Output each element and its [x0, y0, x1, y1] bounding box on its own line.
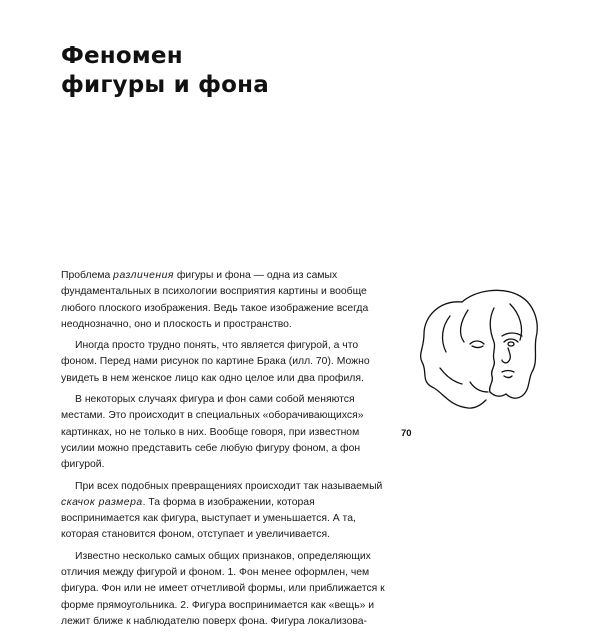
body-text	[61, 268, 394, 635]
title-line-2: фигуры и фона	[61, 72, 269, 98]
paragraph-2: Иногда просто трудно понять, что является фигурой, а что фоном. Перед нами рисунок по картине Брака (илл. 70). Можно увидеть в нем женское лицо как одно целое или два профиля.	[61, 340, 370, 384]
face-illustration	[410, 282, 550, 422]
page-title	[61, 42, 269, 100]
emphasis-term: скачок размера	[61, 496, 143, 508]
paragraph-3: В некоторых случаях фигура и фон сами собой меняются местами. Это происходит в специальных «оборачивающихся» картинках, но не только в них. Вообще говоря, при известном усилии можно представить себе любую фигуру фоном, а фон фигурой.	[61, 394, 364, 471]
figure-number: 70	[401, 428, 412, 439]
title-line-1: Феномен	[61, 43, 183, 69]
emphasis-term: различения	[113, 270, 174, 281]
paragraph-4: При всех подобных превращениях происходит так называемый скачок размера. Та форма в изображении, которая воспринимается как фигура, выступает и уменьшается. А та, которая становится фоном, отступает и увеличивается.	[61, 480, 383, 541]
paragraph-1: Проблема различения фигуры и фона — одна из самых фундаментальных в психологии восприятия картины и вообще любого плоского изображения. Ведь такое изображение всегда неоднозначно, оно и плоскость и пространство.	[61, 270, 369, 330]
paragraph-5: Известно несколько самых общих признаков, определяющих отличия между фигурой и фоном. 1. Фон менее оформлен, чем фигура. Фон или не имеет отчетливой формы, или приближается к форме прямоугольника. 2. Фигура воспринимается как «вещь» и лежит ближе к наблюдателю поверх фона. Фигура локализова-	[61, 550, 385, 627]
